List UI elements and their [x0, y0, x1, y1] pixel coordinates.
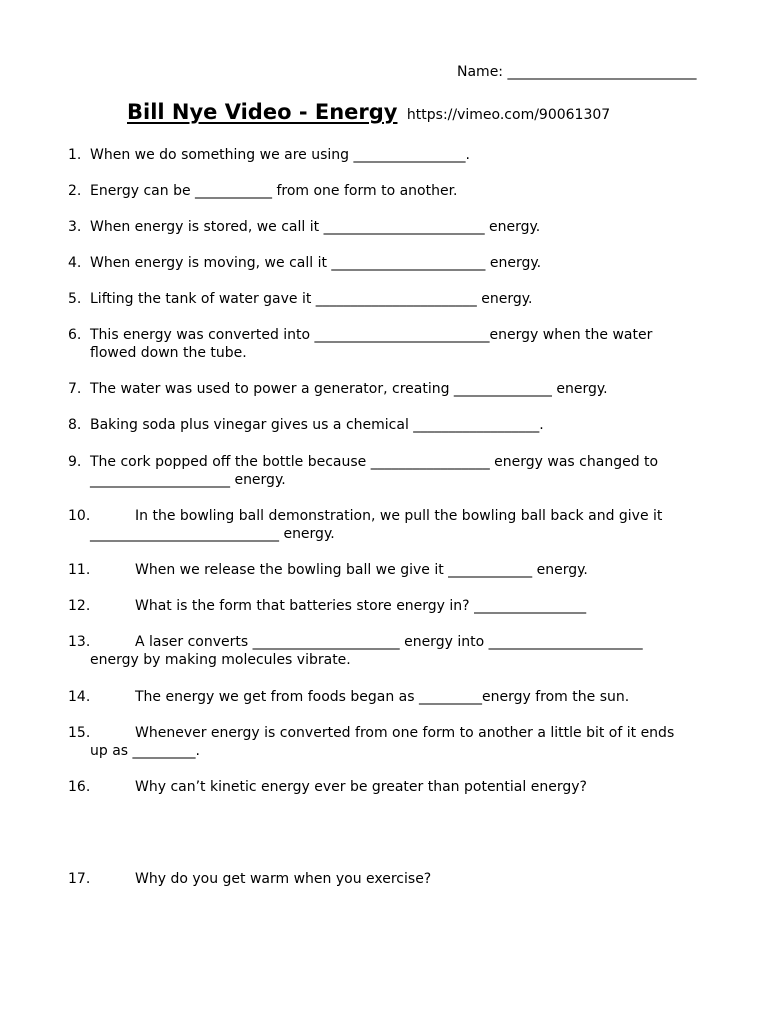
- question-text: Lifting the tank of water gave it _______________________ energy.: [90, 291, 533, 307]
- question-7: [68, 380, 728, 398]
- question-10: [68, 507, 728, 543]
- question-number: 11.: [68, 562, 91, 578]
- question-number: 13.: [68, 634, 91, 650]
- question-text: When we release the bowling ball we give it ____________ energy.: [135, 562, 588, 578]
- question-number: 3.: [68, 219, 82, 235]
- question-3: [68, 218, 728, 236]
- question-15: [68, 724, 728, 760]
- question-text: Why do you get warm when you exercise?: [135, 871, 432, 887]
- video-url: https://vimeo.com/90061307: [406, 107, 611, 123]
- question-11: [68, 561, 728, 579]
- question-4: [68, 254, 728, 272]
- question-17: [68, 870, 728, 888]
- question-text: This energy was converted into _________________________energy when the water: [90, 327, 653, 343]
- worksheet-title: Bill Nye Video - Energy: [127, 100, 398, 124]
- question-number: 10.: [68, 508, 91, 524]
- question-text-continued: ___________________________ energy.: [90, 526, 335, 542]
- question-number: 8.: [68, 417, 82, 433]
- question-text: When energy is stored, we call it _______________________ energy.: [90, 219, 541, 235]
- question-text: Why can’t kinetic energy ever be greater than potential energy?: [135, 779, 587, 795]
- question-5: [68, 290, 728, 308]
- question-16: [68, 778, 728, 796]
- question-text-continued: flowed down the tube.: [90, 345, 247, 361]
- question-number: 1.: [68, 147, 82, 163]
- title-row: [127, 100, 610, 124]
- question-2: [68, 182, 728, 200]
- question-text-continued: energy by making molecules vibrate.: [90, 652, 351, 668]
- question-text: What is the form that batteries store energy in? ________________: [135, 598, 587, 614]
- question-text: Whenever energy is converted from one form to another a little bit of it ends: [135, 725, 675, 741]
- question-text: In the bowling ball demonstration, we pull the bowling ball back and give it: [135, 508, 663, 524]
- question-number: 2.: [68, 183, 82, 199]
- question-14: [68, 688, 728, 706]
- question-number: 16.: [68, 779, 91, 795]
- question-text-continued: ____________________ energy.: [90, 472, 286, 488]
- question-text: The energy we get from foods began as _________energy from the sun.: [135, 689, 630, 705]
- question-number: 5.: [68, 291, 82, 307]
- question-text: A laser converts _____________________ energy into ______________________: [135, 634, 643, 650]
- question-number: 14.: [68, 689, 91, 705]
- question-text: Energy can be ___________ from one form to another.: [90, 183, 458, 199]
- question-text: When energy is moving, we call it ______________________ energy.: [90, 255, 542, 271]
- question-number: 15.: [68, 725, 91, 741]
- question-6: [68, 326, 728, 362]
- question-text: Baking soda plus vinegar gives us a chemical __________________.: [90, 417, 544, 433]
- question-number: 17.: [68, 871, 91, 887]
- question-number: 7.: [68, 381, 82, 397]
- question-9: [68, 453, 728, 489]
- question-number: 6.: [68, 327, 82, 343]
- question-text: When we do something we are using ________________.: [90, 147, 470, 163]
- question-8: [68, 416, 728, 434]
- question-text-continued: up as _________.: [90, 743, 200, 759]
- question-number: 9.: [68, 454, 82, 470]
- question-1: [68, 146, 728, 164]
- question-text: The cork popped off the bottle because _________________ energy was changed to: [90, 454, 659, 470]
- name-field-label: Name: ___________________________: [457, 64, 697, 80]
- question-text: The water was used to power a generator, creating ______________ energy.: [90, 381, 608, 397]
- question-number: 4.: [68, 255, 82, 271]
- question-12: [68, 597, 728, 615]
- question-13: [68, 633, 728, 669]
- question-number: 12.: [68, 598, 91, 614]
